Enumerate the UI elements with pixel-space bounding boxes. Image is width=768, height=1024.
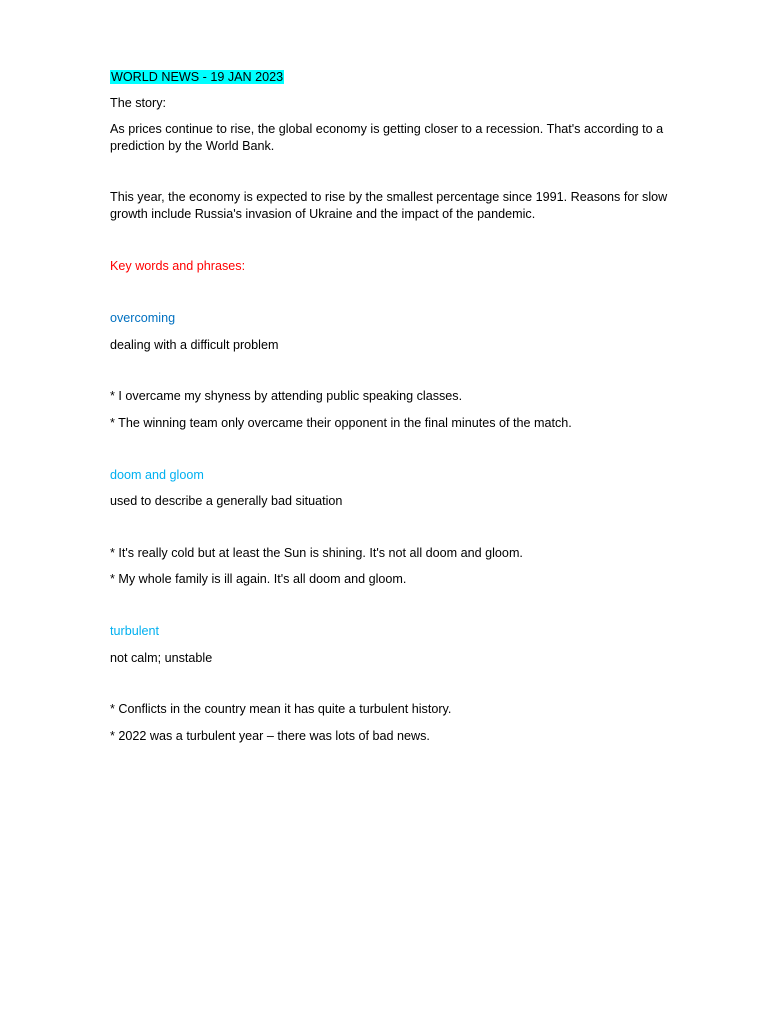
headline: WORLD NEWS - 19 JAN 2023: [111, 70, 284, 84]
story-paragraph-2: This year, the economy is expected to rise by the smallest percentage since 1991. Reasons for slow growth include Russia's invasion of Ukraine and the impact of the pandemic.: [110, 190, 668, 221]
term-definition: dealing with a difficult problem: [110, 338, 279, 352]
term-example: * It's really cold but at least the Sun is shining. It's not all doom and gloom.: [110, 546, 523, 560]
term-example: * My whole family is ill again. It's all doom and gloom.: [110, 572, 407, 586]
term-title: doom and gloom: [110, 468, 204, 482]
term-definition: used to describe a generally bad situation: [110, 494, 343, 508]
headline-line: [110, 69, 682, 86]
keywords-heading: Key words and phrases:: [110, 259, 246, 273]
term-title: turbulent: [110, 624, 160, 638]
term-definition: not calm; unstable: [110, 651, 213, 665]
term-example: * I overcame my shyness by attending public speaking classes.: [110, 389, 463, 403]
story-paragraph-1: As prices continue to rise, the global economy is getting closer to a recession. That's according to a prediction by the World Bank.: [110, 122, 664, 153]
term-title: overcoming: [110, 311, 176, 325]
story-label: The story:: [110, 96, 166, 110]
term-example: * Conflicts in the country mean it has quite a turbulent history.: [110, 702, 452, 716]
term-example: * 2022 was a turbulent year – there was lots of bad news.: [110, 729, 430, 743]
term-example: * The winning team only overcame their opponent in the final minutes of the match.: [110, 416, 572, 430]
